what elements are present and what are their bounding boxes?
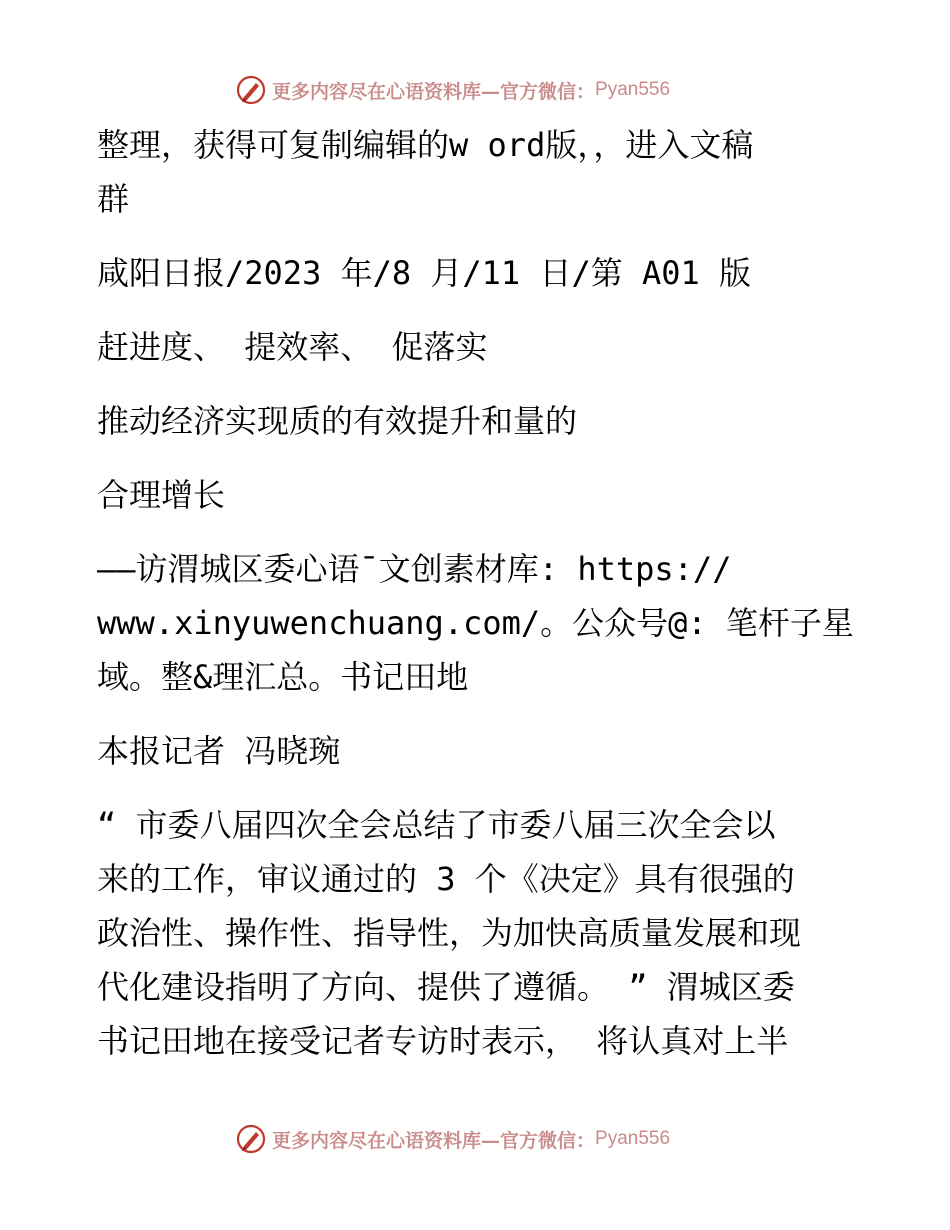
pen-logo-icon (236, 1124, 266, 1154)
watermark-text: 更多内容尽在心语资料库—官方微信： (272, 1129, 596, 1152)
watermark-text: 更多内容尽在心语资料库—官方微信： (272, 80, 596, 103)
paragraph-line: 代化建设指明了方向、提供了遵循。 ” 渭城区委 (97, 968, 795, 1006)
headline-line: 赶进度、 提效率、 促落实 (97, 328, 488, 366)
subtitle-line: 域。整&理汇总。书记田地 (97, 658, 469, 696)
body-line: 整理，获得可复制编辑的w ord版，，进入文稿 (97, 126, 754, 164)
headline-line: 推动经济实现质的有效提升和量的 (97, 402, 578, 440)
watermark-wechat-id: Pyan556 (595, 1128, 671, 1149)
paragraph-line: 政治性、操作性、指导性，为加快高质量发展和现 (97, 914, 802, 952)
body-line: 群 (97, 180, 130, 218)
publication-line: 咸阳日报/2023 年/8 月/11 日/第 A01 版 (97, 254, 752, 292)
subtitle-line: ——访渭城区委心语¯文创素材库: https:// (97, 550, 732, 588)
header-watermark (236, 73, 716, 107)
paragraph-line: 书记田地在接受记者专访时表示， 将认真对上半 (97, 1022, 789, 1060)
pen-logo-icon (236, 75, 266, 105)
paragraph-line: 来的工作，审议通过的 3 个《决定》具有很强的 (97, 860, 795, 898)
footer-watermark (236, 1122, 716, 1156)
byline: 本报记者 冯晓琬 (97, 732, 341, 770)
headline-line: 合理增长 (97, 476, 226, 514)
paragraph-line: “ 市委八届四次全会总结了市委八届三次全会以 (97, 806, 776, 844)
watermark-wechat-id: Pyan556 (595, 79, 671, 100)
document-body (97, 118, 857, 1068)
subtitle-line: www.xinyuwenchuang.com/。公众号@: 笔杆子星 (97, 604, 854, 642)
